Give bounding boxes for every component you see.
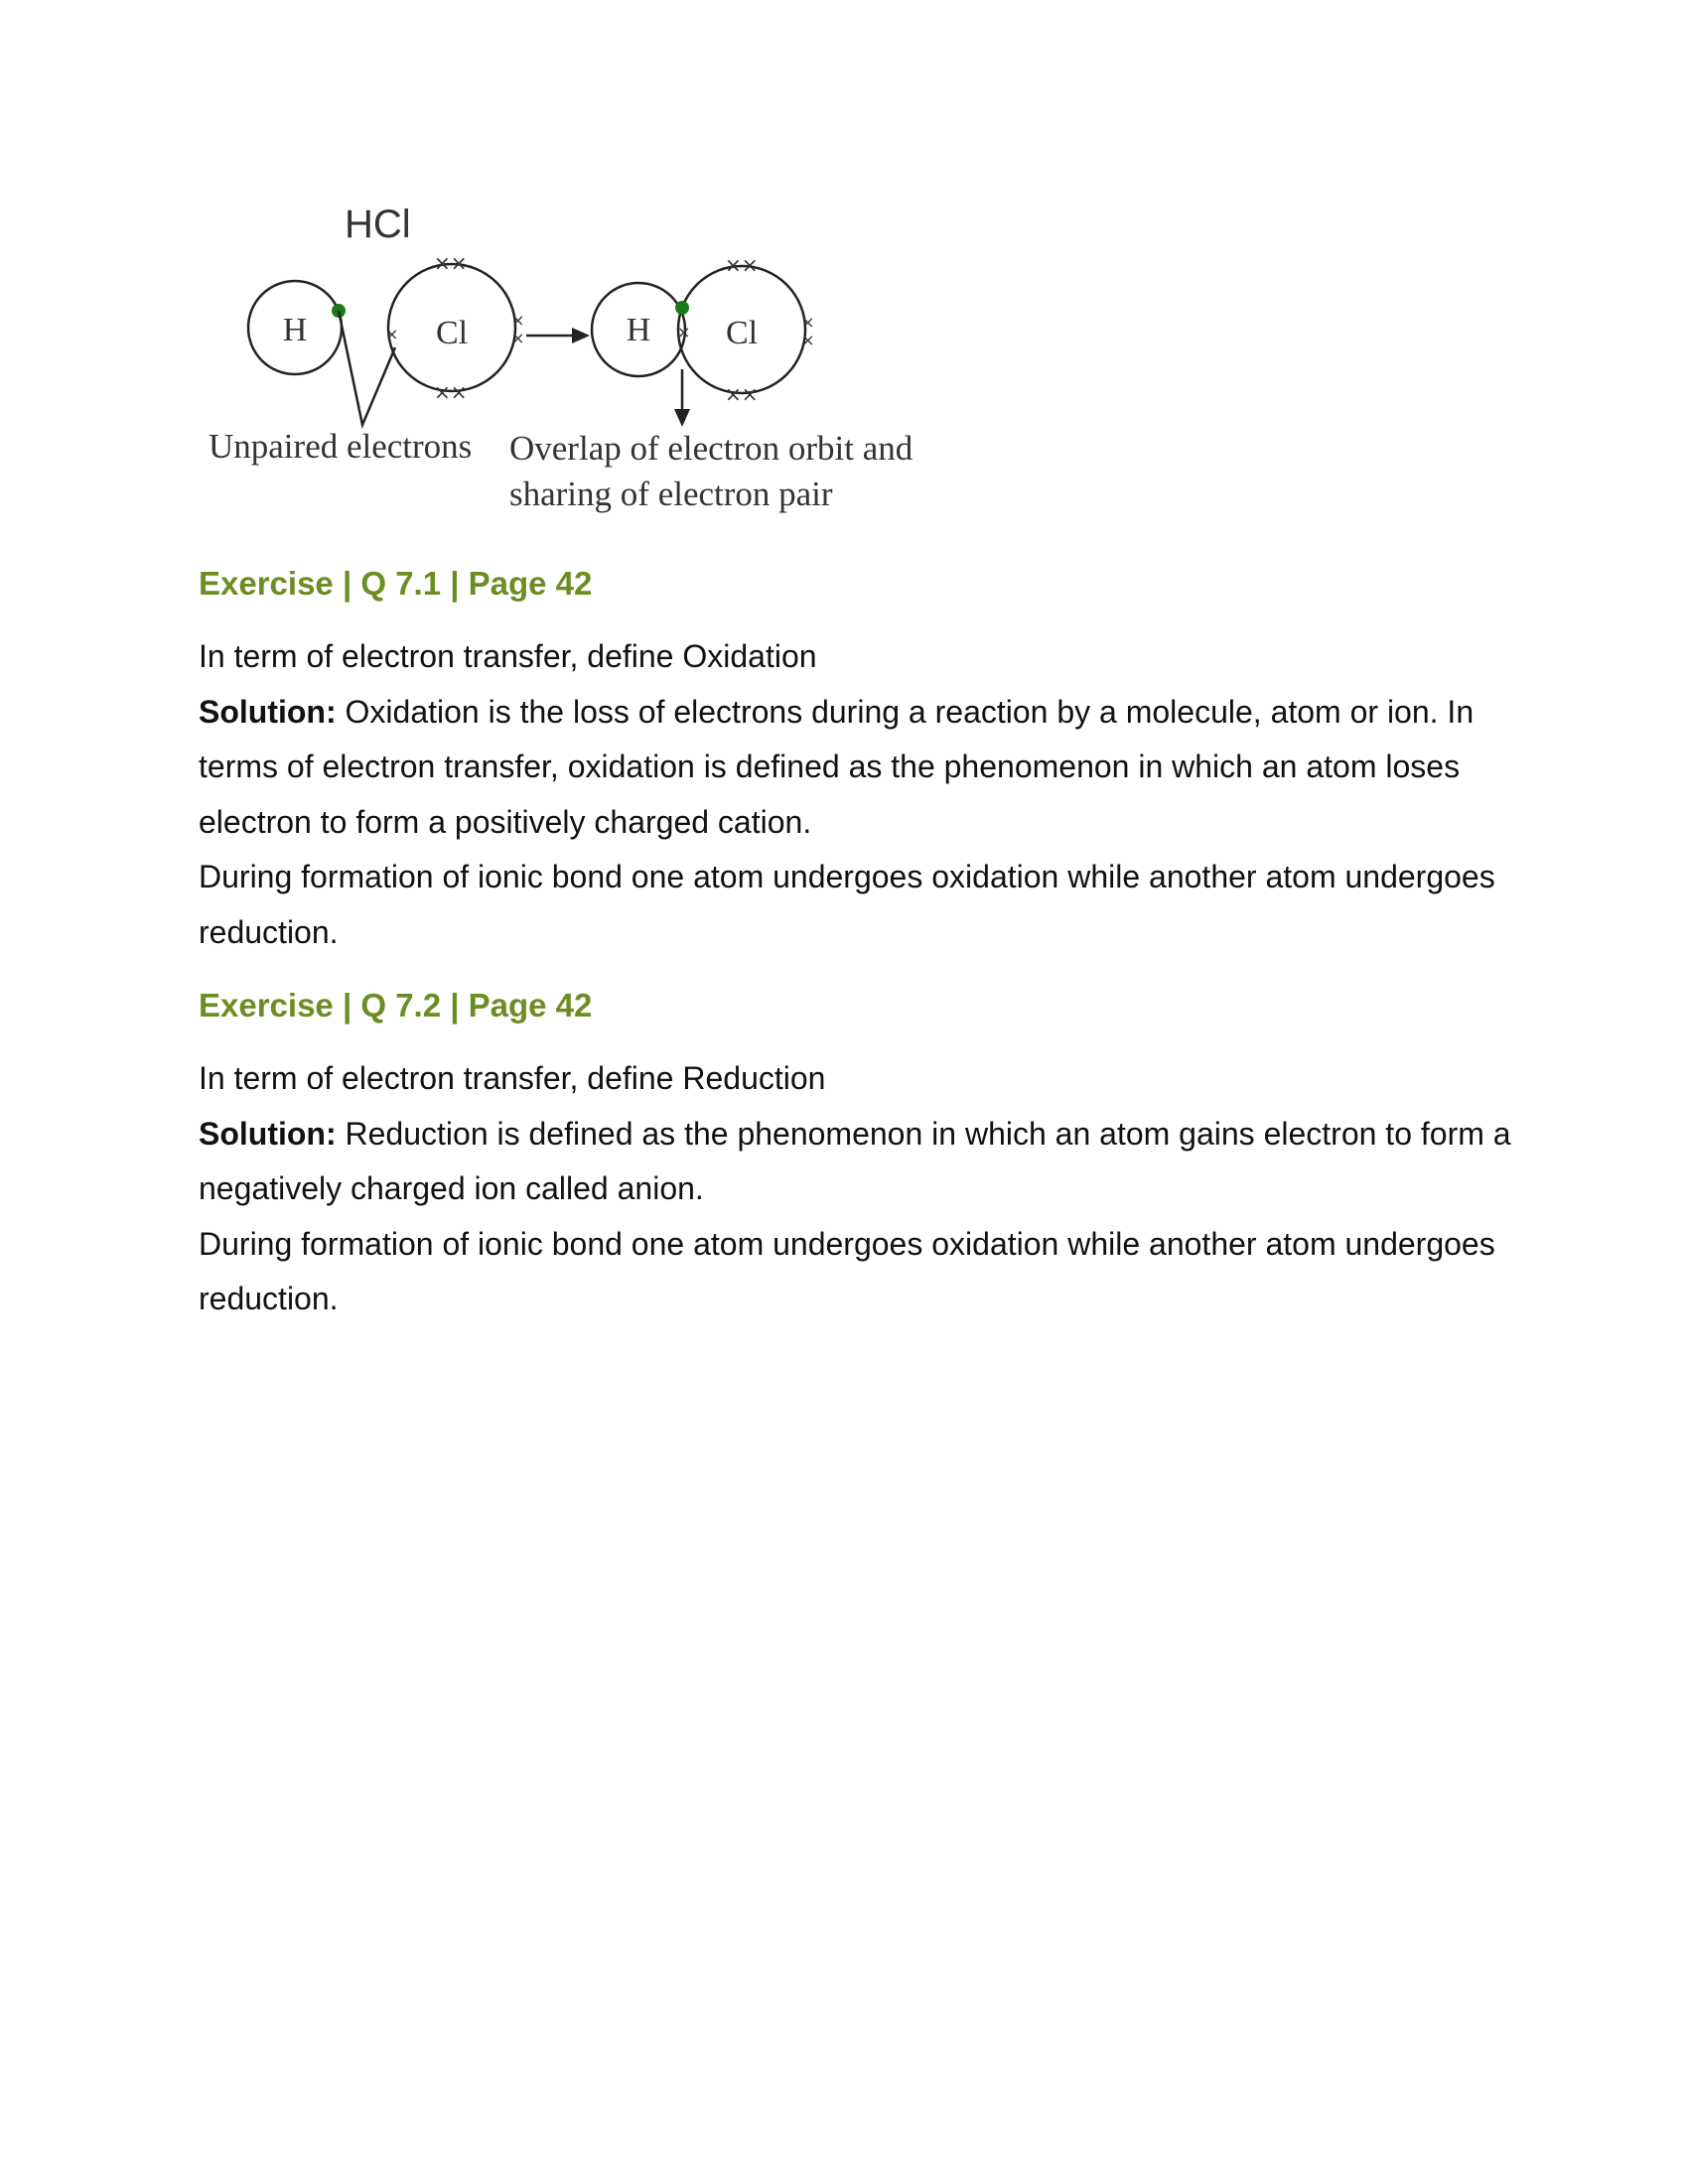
overlap-caption-line2: sharing of electron pair <box>509 475 833 513</box>
unpaired-electrons-caption: Unpaired electrons <box>209 427 473 466</box>
question-text: In term of electron transfer, define Reduction <box>199 1060 826 1096</box>
solution-label: Solution: <box>199 693 337 730</box>
solution-paragraph <box>199 1107 1529 1217</box>
document-body <box>199 556 1529 1327</box>
overlap-caption-line1: Overlap of electron orbit and <box>509 429 914 468</box>
exercise-section <box>199 978 1529 1327</box>
solution-text: Oxidation is the loss of electrons during a reaction by a molecule, atom or ion. In terms of electron transfer, oxidation is defined as the phenomenon in which an atom loses electron to form a positively charged cation. <box>199 693 1475 840</box>
cl-crosses-right2-right: × <box>801 331 815 349</box>
cl-crosses-bottom-right: ×× <box>725 382 759 406</box>
reaction-arrow-head <box>572 328 590 343</box>
h-label-right: H <box>626 312 651 348</box>
cl-crosses-right-left: × <box>511 311 525 330</box>
h-label-left: H <box>282 312 308 348</box>
section-heading: Exercise | Q 7.2 | Page 42 <box>199 987 593 1024</box>
exercise-section <box>199 556 1529 960</box>
solution-label: Solution: <box>199 1115 337 1152</box>
shared-pair-cross: × <box>677 323 691 341</box>
electron-dot-right <box>675 301 689 315</box>
cl-crosses-bottom-left: ×× <box>434 380 468 404</box>
extra-note: During formation of ionic bond one atom undergoes oxidation while another atom undergoes reduction. <box>199 1225 1495 1316</box>
question-text: In term of electron transfer, define Oxidation <box>199 638 817 674</box>
overlap-arrow-head <box>674 409 690 427</box>
cl-crosses-right-right: × <box>801 313 815 332</box>
cl-crosses-top-right: ×× <box>725 253 759 277</box>
cl-label-left: Cl <box>435 315 469 351</box>
solution-text: Reduction is defined as the phenomenon in which an atom gains electron to form a negatively charged ion called anion. <box>199 1115 1511 1206</box>
cl-crosses-right2-left: × <box>511 329 525 347</box>
cl-label-right: Cl <box>725 315 759 351</box>
cl-crosses-top-left: ×× <box>434 251 468 275</box>
cl-crosses-leftside-left: × <box>385 325 399 343</box>
section-heading: Exercise | Q 7.1 | Page 42 <box>199 565 593 602</box>
extra-note: During formation of ionic bond one atom undergoes oxidation while another atom undergoes reduction. <box>199 859 1495 950</box>
formula-label: HCl <box>345 203 411 246</box>
hcl-bond-diagram <box>199 199 953 536</box>
solution-paragraph <box>199 685 1529 851</box>
